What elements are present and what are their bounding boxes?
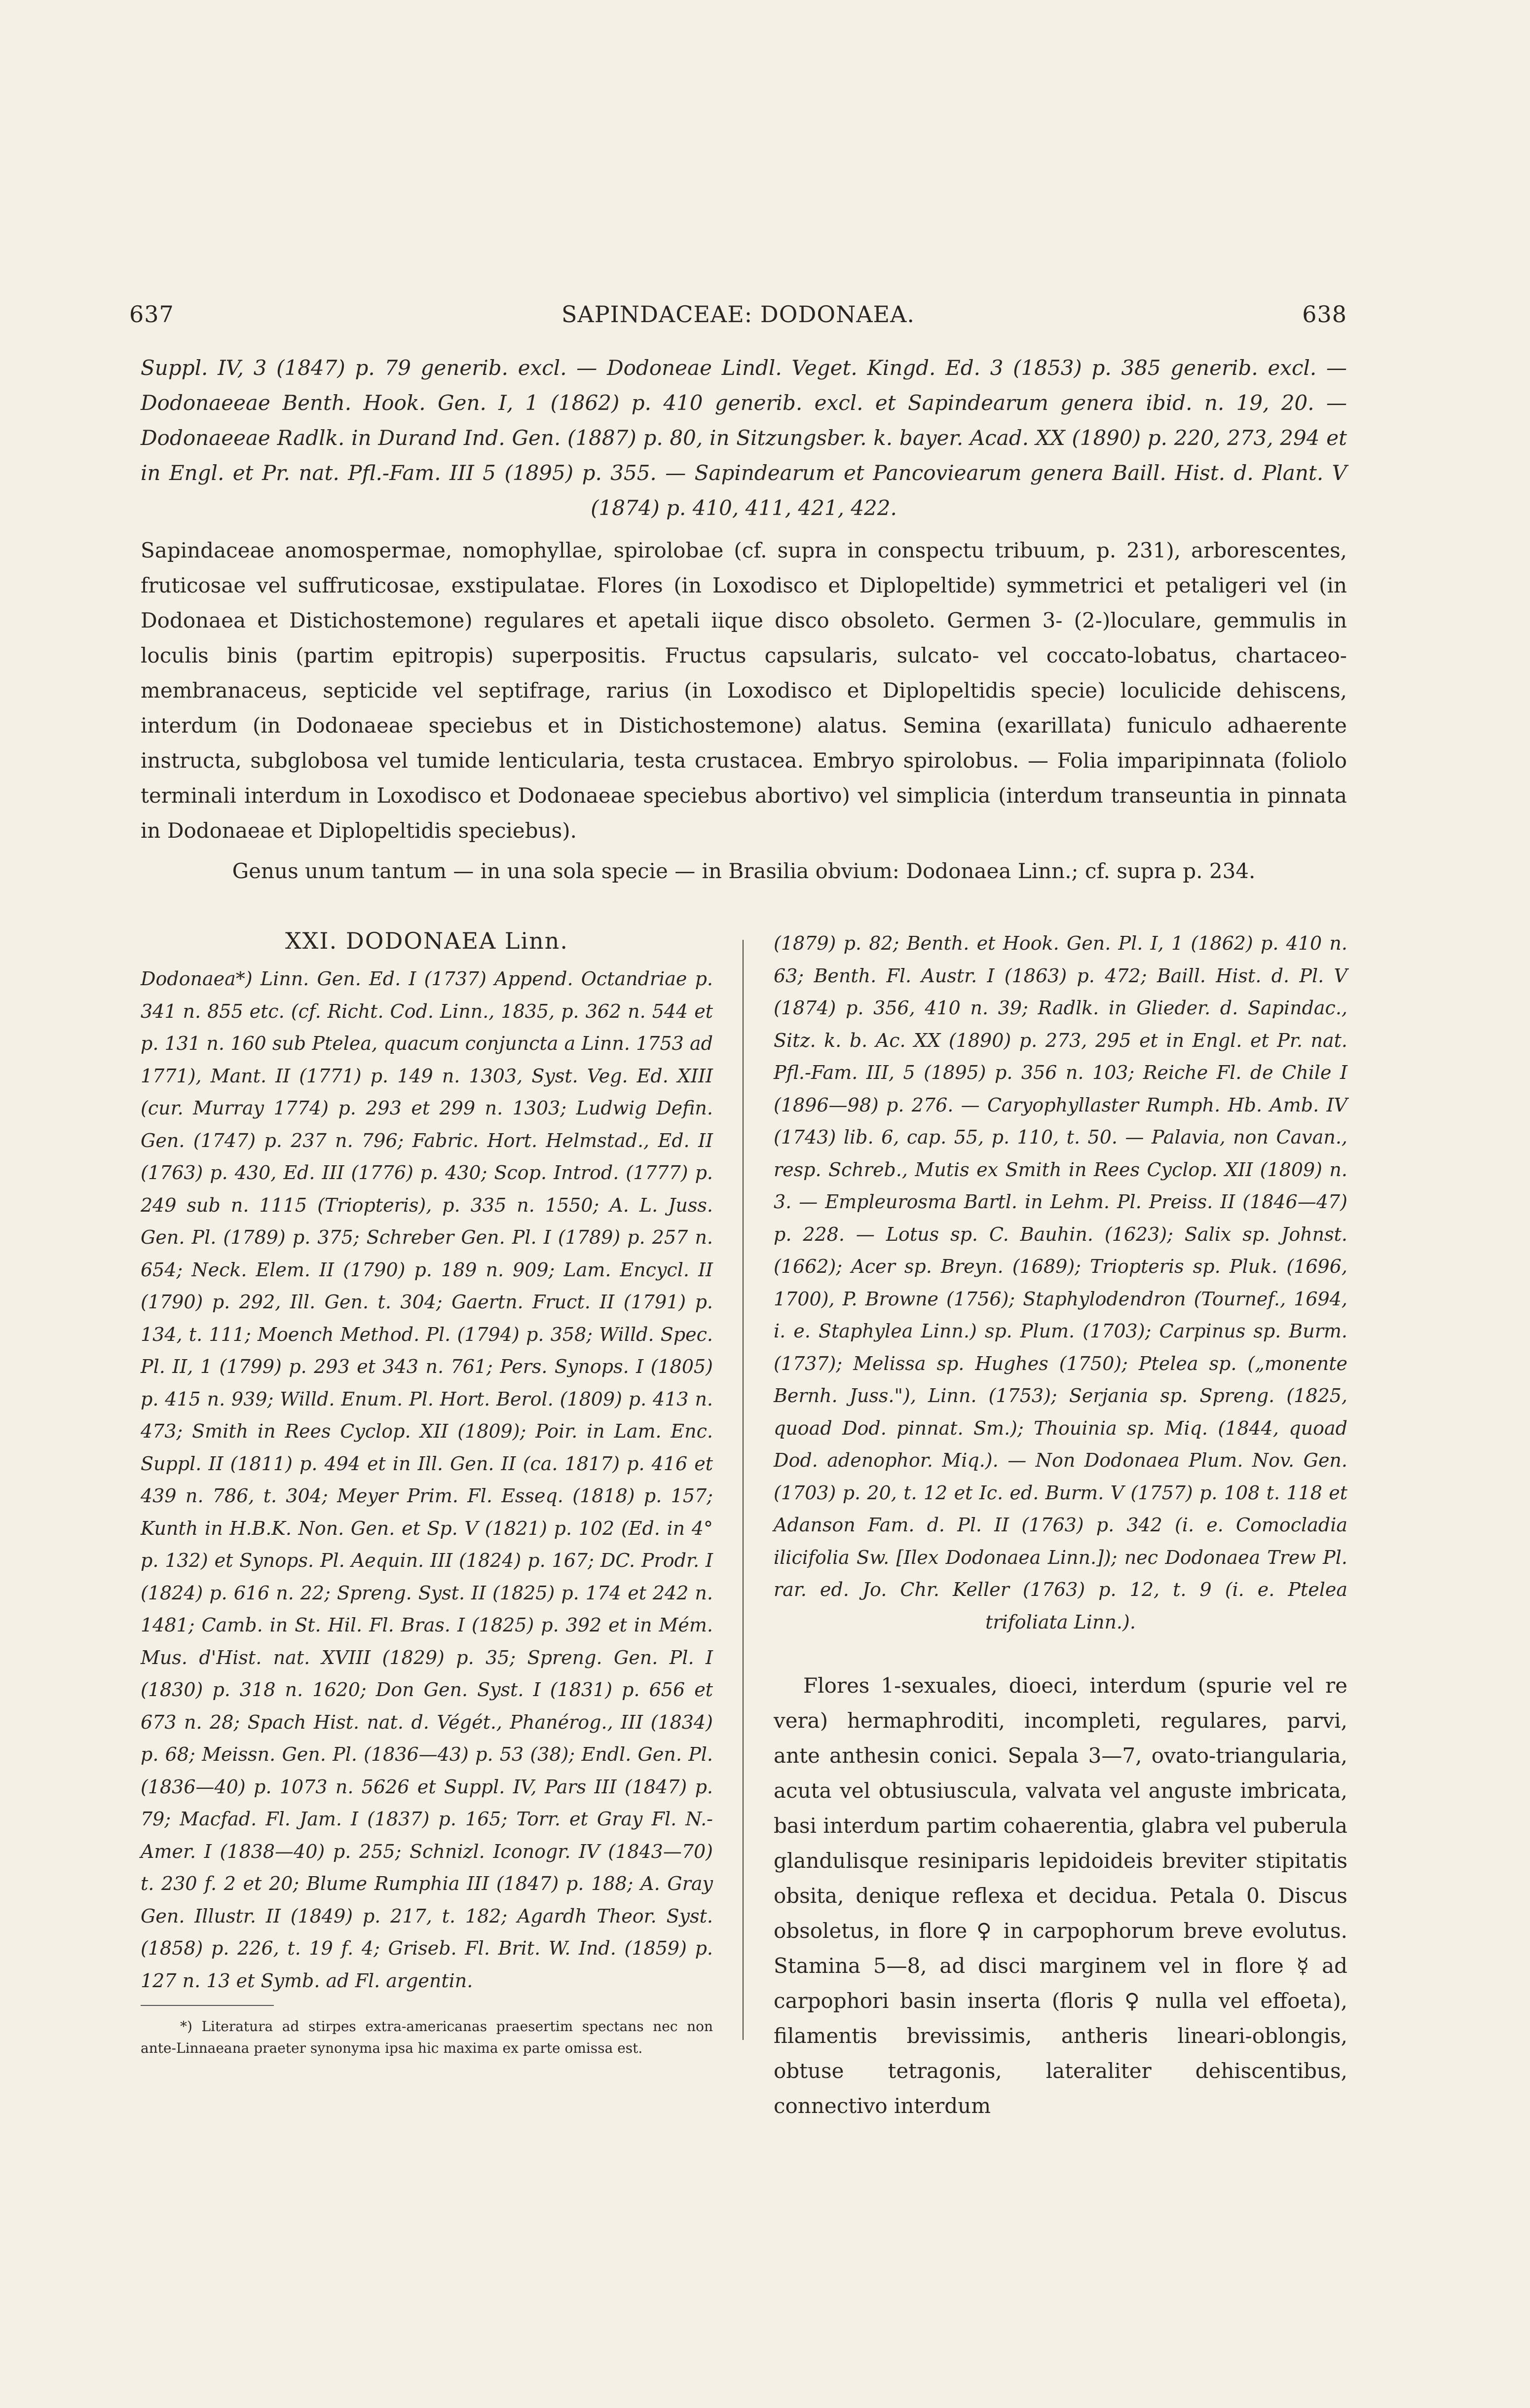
right-column [774,927,1347,2123]
footnote: *) Literatura ad stirpes extra-americanas praesertim spectans nec non ante-Linnaeana praeter synonyma ipsa hic maxima ex parte omissa est. [141,2018,713,2056]
page-number-right: 638 [1302,301,1347,328]
genus-synonymy-continued: (1879) p. 82; Benth. et Hook. Gen. Pl. I, 1 (1862) p. 410 n. 63; Benth. Fl. Austr. I (1863) p. 472; Baill. Hist. d. Pl. V (1874) p. 356, 410 n. 39; Radlk. in Glieder. d. Sapindac., Sitz. k. b. Ac. XX (1890) p. 273, 295 et in Engl. et Pr. nat. Pfl.-Fam. III, 5 (1895) p. 356 n. 103; Reiche Fl. de Chile I (1896—98) p. 276. — Caryophyllaster Rumph. Hb. Amb. IV (1743) lib. 6, cap. 55, p. 110, t. 50. — Palavia, non Cavan., resp. Schreb., Mutis ex Smith in Rees Cyclop. XII (1809) n. 3. — Empleurosma Bartl. in Lehm. Pl. Preiss. II (1846—47) p. 228. — Lotus sp. C. Bauhin. (1623); Salix sp. Johnst. (1662); Acer sp. Breyn. (1689); Triopteris sp. Pluk. (1696, 1700), P. Browne (1756); Staphylodendron (Tournef., 1694, i. e. Staphylea Linn.) sp. Plum. (1703); Carpinus sp. Burm. (1737); Melissa sp. Hughes (1750); Ptelea sp. („monente Bernh. Juss."), Linn. (1753); Serjania sp. Spreng. (1825, quoad Dod. pinnat. Sm.); Thouinia sp. Miq. (1844, quoad Dod. adenophor. Miq.). — Non Dodonaea Plum. Nov. Gen. (1703) p. 20, t. 12 et Ic. ed. Burm. V (1757) p. 108 t. 118 et Adanson Fam. d. Pl. II (1763) p. 342 (i. e. Comocladia ilicifolia Sw. [Ilex Dodonaea Linn.]); nec Dodonaea Trew Pl. rar. ed. Jo. Chr. Keller (1763) p. 12, t. 9 (i. e. Ptelea trifoliata Linn.). [774,932,1347,1633]
footnote-rule [141,2005,274,2006]
tribe-references: Suppl. IV, 3 (1847) p. 79 generib. excl. — Dodoneae Lindl. Veget. Kingd. Ed. 3 (1853) p. 385 generib. excl. — Dodonaeeae Benth. Hook. Gen. I, 1 (1862) p. 410 generib. excl. et Sapindearum genera ibid. n. 19, 20. — Dodonaeeae Radlk. in Durand Ind. Gen. (1887) p. 80, in Sitzungsber. k. bayer. Acad. XX (1890) p. 220, 273, 294 et in Engl. et Pr. nat. Pfl.-Fam. III 5 (1895) p. 355. — Sapindearum et Pancoviearum genera Baill. Hist. d. Plant. V (1874) p. 410, 411, 421, 422. [141,356,1347,520]
genus-heading: XXI. DODONAEA Linn. [285,927,569,954]
flores-description: Flores 1-sexuales, dioeci, interdum (spurie vel re vera) hermaphroditi, incompleti, regulares, parvi, ante anthesin conici. Sepala 3—7, ovato-triangularia, acuta vel obtusiuscula, valvata vel anguste imbricata, basi interdum partim cohaerentia, glabra vel puberula glandulisque resiniparis lepidoideis breviter stipitatis obsita, denique reflexa et decidua. Petala 0. Discus obsoletus, in flore ♀ in carpophorum breve evolutus. Stamina 5—8, ad disci marginem vel in flore ☿ ad carpophori basin inserta (floris ♀ nulla vel effoeta), filamentis brevissimis, antheris lineari-oblongis, obtuse tetragonis, lateraliter dehiscentibus, connectivo interdum [774,1673,1347,2118]
left-column [141,927,713,2059]
column-divider [743,940,744,2040]
running-title: SAPINDACEAE: DODONAEA. [561,301,915,328]
genus-note: Genus unum tantum — in una sola specie — in Brasilia obvium: Dodonaea Linn.; cf. supra p. 234. [232,859,1256,883]
genus-synonymy: Dodonaea*) Linn. Gen. Ed. I (1737) Append. Octandriae p. 341 n. 855 etc. (cf. Richt. Cod. Linn., 1835, p. 362 n. 544 et p. 131 n. 160 sub Ptelea, quacum conjuncta a Linn. 1753 ad 1771), Mant. II (1771) p. 149 n. 1303, Syst. Veg. Ed. XIII (cur. Murray 1774) p. 293 et 299 n. 1303; Ludwig Defin. Gen. (1747) p. 237 n. 796; Fabric. Hort. Helmstad., Ed. II (1763) p. 430, Ed. III (1776) p. 430; Scop. Introd. (1777) p. 249 sub n. 1115 (Triopteris), p. 335 n. 1550; A. L. Juss. Gen. Pl. (1789) p. 375; Schreber Gen. Pl. I (1789) p. 257 n. 654; Neck. Elem. II (1790) p. 189 n. 909; Lam. Encycl. II (1790) p. 292, Ill. Gen. t. 304; Gaertn. Fruct. II (1791) p. 134, t. 111; Moench Method. Pl. (1794) p. 358; Willd. Spec. Pl. II, 1 (1799) p. 293 et 343 n. 761; Pers. Synops. I (1805) p. 415 n. 939; Willd. Enum. Pl. Hort. Berol. (1809) p. 413 n. 473; Smith in Rees Cyclop. XII (1809); Poir. in Lam. Enc. Suppl. II (1811) p. 494 et in Ill. Gen. II (ca. 1817) p. 416 et 439 n. 786, t. 304; Meyer Prim. Fl. Esseq. (1818) p. 157; Kunth in H.B.K. Non. Gen. et Sp. V (1821) p. 102 (Ed. in 4° p. 132) et Synops. Pl. Aequin. III (1824) p. 167; DC. Prodr. I (1824) p. 616 n. 22; Spreng. Syst. II (1825) p. 174 et 242 n. 1481; Camb. in St. Hil. Fl. Bras. I (1825) p. 392 et in Mém. Mus. d'Hist. nat. XVIII (1829) p. 35; Spreng. Gen. Pl. I (1830) p. 318 n. 1620; Don Gen. Syst. I (1831) p. 656 et 673 n. 28; Spach Hist. nat. d. Végét., Phanérog., III (1834) p. 68; Meissn. Gen. Pl. (1836—43) p. 53 (38); Endl. Gen. Pl. (1836—40) p. 1073 n. 5626 et Suppl. IV, Pars III (1847) p. 79; Macfad. Fl. Jam. I (1837) p. 165; Torr. et Gray Fl. N.-Amer. I (1838—40) p. 255; Schnizl. Iconogr. IV (1843—70) t. 230 f. 2 et 20; Blume Rumphia III (1847) p. 188; A. Gray Gen. Illustr. II (1849) p. 217, t. 182; Agardh Theor. Syst. (1858) p. 226, t. 19 f. 4; Griseb. Fl. Brit. W. Ind. (1859) p. 127 n. 13 et Symb. ad Fl. argentin. [141,968,713,1992]
page-number-left: 637 [129,301,174,328]
tribe-description: Sapindaceae anomospermae, nomophyllae, spirolobae (cf. supra in conspectu tribuum, p. 231), arborescentes, fruticosae vel suffruticosae, exstipulatae. Flores (in Loxodisco et Diplopeltide) symmetrici et petaligeri vel (in Dodonaea et Distichostemone) regulares et apetali iique disco obsoleto. Germen 3- (2-)loculare, gemmulis in loculis binis (partim epitropis) superpositis. Fructus capsularis, sulcato- vel coccato-lobatus, chartaceo-membranaceus, septicide vel septifrage, rarius (in Loxodisco et Diplopeltidis specie) loculicide dehiscens, interdum (in Dodonaeae speciebus et in Distichostemone) alatus. Semina (exarillata) funiculo adhaerente instructa, subglobosa vel tumide lenticularia, testa crustacea. Embryo spirolobus. — Folia imparipinnata (foliolo terminali interdum in Loxodisco et Dodonaeae speciebus abortivo) vel simplicia (interdum transeuntia in pinnata in Dodonaeae et Diplopeltidis speciebus). [141,538,1347,843]
